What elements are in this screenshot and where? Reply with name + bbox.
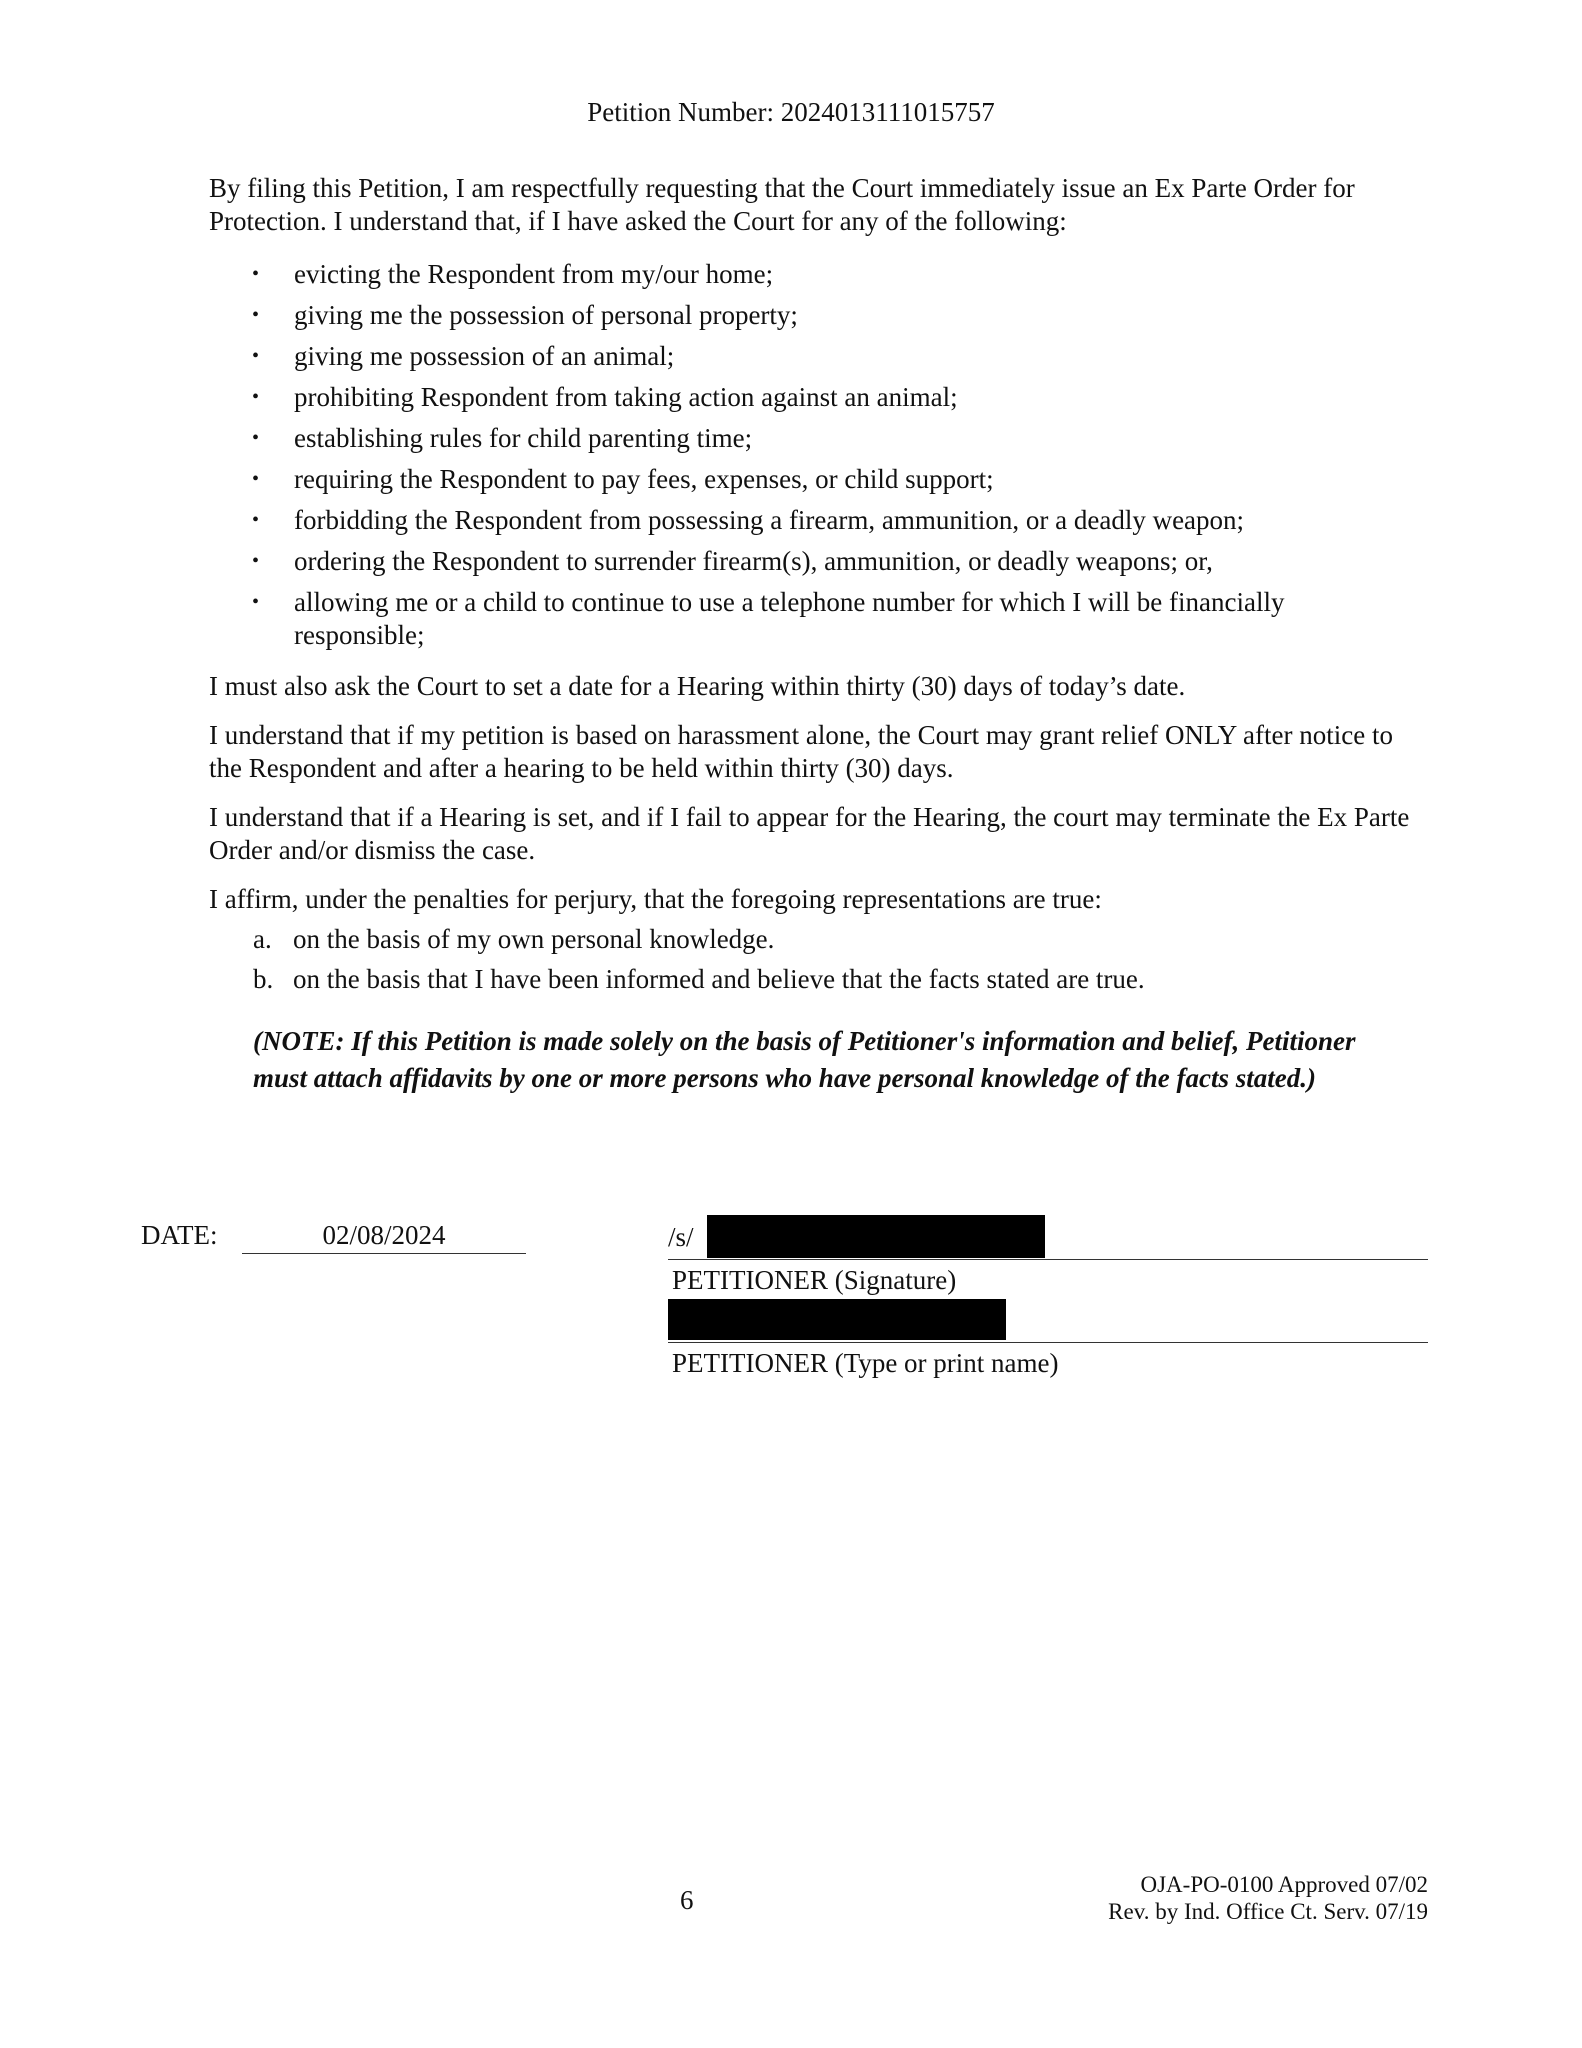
affidavit-note: (NOTE: If this Petition is made solely on the basis of Petitioner's information and belief, Petitioner must attach affidavits by one or more persons who have personal knowledge of the facts stated.) [253,1026,1356,1093]
affirmation-options [253,923,1413,1003]
intro-paragraph: By filing this Petition, I am respectfully requesting that the Court immediately issue an Ex Parte Order for Protection. I understand that, if I have asked the Court for any of the following: [209,173,1355,236]
page-header: Petition Number: 2024013111015757 [587,97,995,127]
signature-caption: PETITIONER (Signature) [672,1265,957,1295]
hearing-paragraph: I must also ask the Court to set a date for a Hearing within thirty (30) days of today’s date. [209,671,1186,701]
failure-to-appear-paragraph: I understand that if a Hearing is set, and if I fail to appear for the Hearing, the court may terminate the Ex Parte Order and/or dismiss the case. [209,802,1410,865]
list-item: • giving me possession of an animal; [209,340,1409,373]
signature-prefix: /s/ [668,1222,694,1252]
list-item: • allowing me or a child to continue to use a telephone number for which I will be financially responsible; [209,586,1409,652]
signature-line [668,1259,1428,1260]
option-letter: b. [253,964,274,994]
list-item: • ordering the Respondent to surrender firearm(s), ammunition, or deadly weapons; or, [209,545,1409,578]
affirmation-paragraph: I affirm, under the penalties for perjury, that the foregoing representations are true: [209,884,1102,914]
form-identifier [1108,1871,1428,1925]
printed-name-caption: PETITIONER (Type or print name) [672,1348,1059,1378]
page-number: 6 [680,1885,694,1915]
list-item: • evicting the Respondent from my/our home; [209,258,1409,291]
printed-name-line [668,1342,1428,1343]
date-value: 02/08/2024 [242,1220,526,1254]
relief-request-list [209,258,1409,660]
list-item: • forbidding the Respondent from possessing a firearm, ammunition, or a deadly weapon; [209,504,1409,537]
harassment-paragraph: I understand that if my petition is based on harassment alone, the Court may grant relief ONLY after notice to the Respondent and after a hearing to be held within thirty (30) days. [209,720,1393,783]
form-revision-line: Rev. by Ind. Office Ct. Serv. 07/19 [1108,1899,1428,1924]
date-label: DATE: [141,1220,218,1250]
option-text: on the basis that I have been informed and believe that the facts stated are true. [293,964,1145,994]
affirmation-option-b [253,963,1413,996]
list-item: • giving me the possession of personal property; [209,299,1409,332]
list-item: • establishing rules for child parenting time; [209,422,1409,455]
redacted-printed-name [668,1299,1006,1340]
list-item: • prohibiting Respondent from taking action against an animal; [209,381,1409,414]
option-text: on the basis of my own personal knowledge. [293,924,775,954]
option-letter: a. [253,924,272,954]
affirmation-option-a [253,923,1413,956]
form-id-line: OJA-PO-0100 Approved 07/02 [1140,1872,1428,1897]
list-item: • requiring the Respondent to pay fees, expenses, or child support; [209,463,1409,496]
redacted-signature [707,1215,1045,1258]
